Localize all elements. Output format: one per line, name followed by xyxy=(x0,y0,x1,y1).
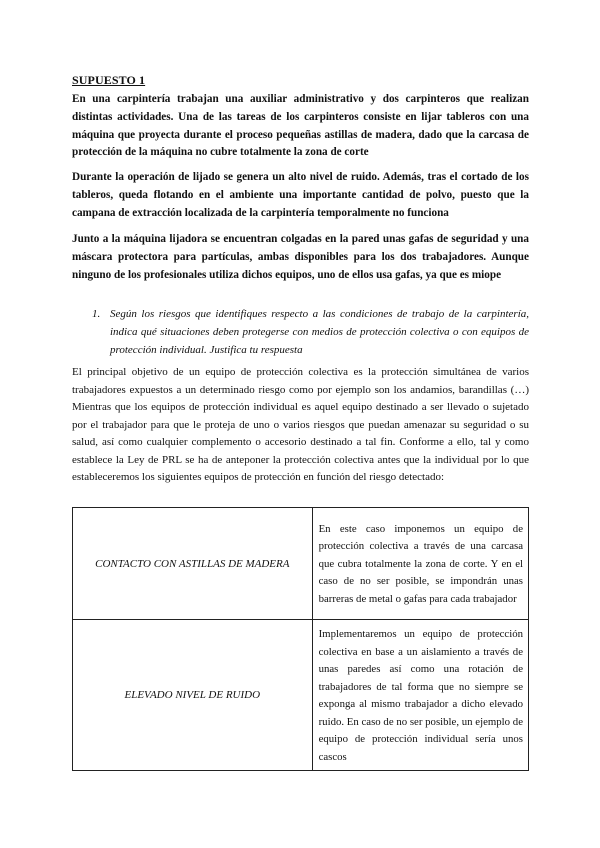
risk-cell: ELEVADO NIVEL DE RUIDO xyxy=(73,620,313,771)
measure-cell: En este caso imponemos un equipo de protección colectiva a través de una carcasa que cubra totalmente la zona de corte. Y en el caso de no ser posible, se impondrán unas barreras de metal o gafas para cada trabajador xyxy=(312,508,528,620)
table-row xyxy=(73,620,529,771)
risk-cell: CONTACTO CON ASTILLAS DE MADERA xyxy=(73,508,313,620)
scenario-paragraph-2: Durante la operación de lijado se genera un alto nivel de ruido. Además, tras el cortado de los tableros, queda flotando en el ambiente una importante cantidad de polvo, puesto que la campana de extracción localizada de la carpintería temporalmente no funciona xyxy=(72,171,529,219)
question-number: 1. xyxy=(92,308,101,320)
question-text: Según los riesgos que identifiques respecto a las condiciones de trabajo de la carpintería, indica qué situaciones deben protegerse con medios de protección colectiva o con equipos de protección individual. Justifica tu respuesta xyxy=(110,308,529,356)
measure-cell: Implementaremos un equipo de protección colectiva en base a un aislamiento a través de unas paredes así como una rotación de trabajadores de tal forma que no siempre se exponga al mismo trabajador a dicho elevado ruido. En caso de no ser posible, un ejemplo de equipo de protección individual sería unos cascos xyxy=(312,620,528,771)
scenario-paragraph-1: En una carpintería trabajan una auxiliar administrativo y dos carpinteros que realizan distintas actividades. Una de las tareas de los carpinteros consiste en lijar tableros con una máquina que proyecta durante el proceso pequeñas astillas de madera, dado que la carcasa de protección de la máquina no cubre totalmente la zona de corte xyxy=(72,93,529,159)
answer-paragraph: El principal objetivo de un equipo de protección colectiva es la protección simultánea de varios trabajadores expuestos a un determinado riesgo como por ejemplo son los andamios, barandillas (…) Mientras que los equipos de protección individual es aquel equipo destinado a ser llevado o sujetado por el trabajador para que le proteja de uno o varios riesgos que puedan amenazar su seguridad o su salud, así como cualquier complemento o accesorio destinado a tal fin. Conforme a ello, tal y como establece la Ley de PRL se ha de anteponer la protección colectiva antes que la individual por lo que estableceremos los siguientes equipos de protección en función del riesgo detectado: xyxy=(72,366,529,483)
risk-protection-table xyxy=(72,507,529,771)
document-title: SUPUESTO 1 xyxy=(72,73,146,87)
scenario-paragraph-3: Junto a la máquina lijadora se encuentran colgadas en la pared unas gafas de seguridad y una máscara protectora para partículas, ambas disponibles para los dos trabajadores. Aunque ninguno de los profesionales utiliza dichos equipos, uno de ellos usa gafas, ya que es miope xyxy=(72,233,529,281)
table-row xyxy=(73,508,529,620)
question-item xyxy=(92,306,529,359)
